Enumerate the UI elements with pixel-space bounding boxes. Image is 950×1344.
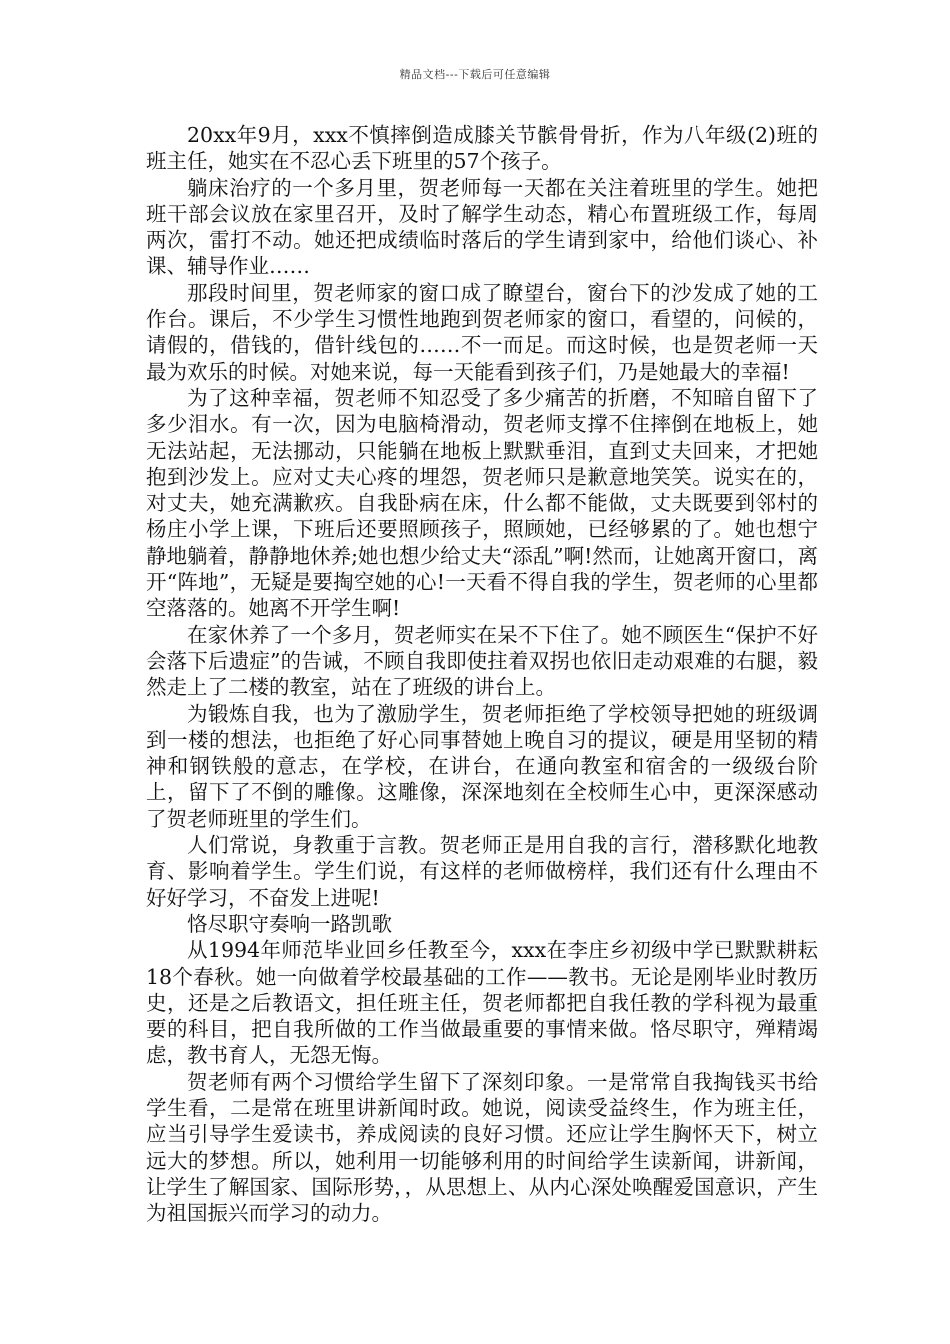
paragraph-5: 在家休养了一个多月，贺老师实在呆不下住了。她不顾医生“保护不好会落下后遗症”的告诫，不顾自我即使拄着双拐也依旧走动艰难的右腿，毅然走上了二楼的教室，站在了班级的讲台上。: [146, 622, 818, 700]
page-header: 精品文档---下载后可任意编辑: [399, 68, 551, 81]
paragraph-10: 贺老师有两个习惯给学生留下了深刻印象。一是常常自我掏钱买书给学生看，二是常在班里讲新闻时政。她说，阅读受益终生，作为班主任，应当引导学生爱读书，养成阅读的良好习惯。还应让学生胸怀天下，树立远大的梦想。所以，她利用一切能够利用的时间给学生读新闻，讲新闻，让学生了解国家、国际形势，，从思想上、从内心深处唤醒爱国意识，产生为祖国振兴而学习的动力。: [146, 1069, 818, 1226]
paragraph-4: 为了这种幸福，贺老师不知忍受了多少痛苦的折磨，不知暗自留下了多少泪水。有一次，因为电脑椅滑动，贺老师支撑不住摔倒在地板上，她无法站起，无法挪动，只能躺在地板上默默垂泪，直到丈夫回来，才把她抱到沙发上。应对丈夫心疼的埋怨，贺老师只是歉意地笑笑。说实在的，对丈夫，她充满歉疚。自我卧病在床，什么都不能做，丈夫既要到邻村的杨庄小学上课，下班后还要照顾孩子，照顾她，已经够累的了。她也想宁静地躺着，静静地休养;她也想少给丈夫“添乱”啊!然而，让她离开窗口，离开“阵地”，无疑是要掏空她的心!一天看不得自我的学生，贺老师的心里都空落落的。她离不开学生啊!: [146, 385, 818, 621]
document-body: [146, 122, 818, 1226]
paragraph-1: 20xx年9月，xxx不慎摔倒造成膝关节髌骨骨折，作为八年级(2)班的班主任，她实在不忍心丢下班里的57个孩子。: [146, 123, 818, 174]
paragraph-2: 躺床治疗的一个多月里，贺老师每一天都在关注着班里的学生。她把班干部会议放在家里召开，及时了解学生动态，精心布置班级工作，每周两次，雷打不动。她还把成绩临时落后的学生请到家中，给他们谈心、补课、辅导作业……: [146, 175, 818, 279]
paragraph-7: 人们常说，身教重于言教。贺老师正是用自我的言行，潜移默化地教育、影响着学生。学生们说，有这样的老师做榜样，我们还有什么理由不好好学习，不奋发上进呢!: [146, 833, 818, 910]
paragraph-9: 从1994年师范毕业回乡任教至今，xxx在李庄乡初级中学已默默耕耘18个春秋。她一向做着学校最基础的工作——教书。无论是刚毕业时教历史，还是之后教语文，担任班主任，贺老师都把自我任教的学科视为最重要的科目，把自我所做的工作当做最重要的事情来做。恪尽职守，殚精竭虑，教书育人，无怨无悔。: [146, 938, 818, 1068]
paragraph-6: 为锻炼自我，也为了激励学生，贺老师拒绝了学校领导把她的班级调到一楼的想法，也拒绝了好心同事替她上晚自习的提议，硬是用坚韧的精神和钢铁般的意志，在学校，在讲台，在通向教室和宿舍的一级级台阶上，留下了不倒的雕像。这雕像，深深地刻在全校师生心中，更深深感动了贺老师班里的学生们。: [146, 701, 818, 831]
paragraph-3: 那段时间里，贺老师家的窗口成了瞭望台，窗台下的沙发成了她的工作台。课后，不少学生习惯性地跑到贺老师家的窗口，看望的，问候的，请假的，借钱的，借针线包的……不一而足。而这时候，也是贺老师一天最为欢乐的时候。对她来说，每一天能看到孩子们，乃是她最大的幸福!: [146, 280, 818, 384]
section-heading: 恪尽职守奏响一路凯歌: [187, 911, 392, 936]
